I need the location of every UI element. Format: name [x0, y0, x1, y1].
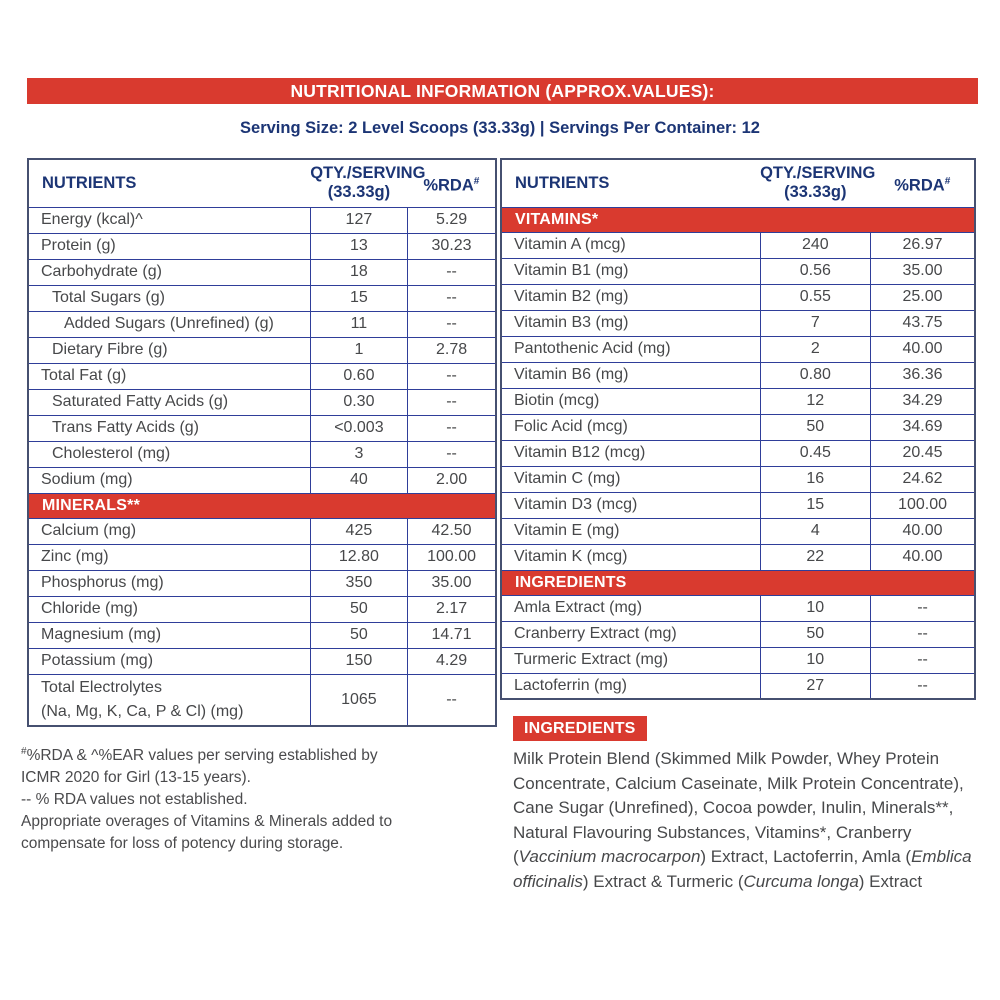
nutrient-name-cell: Vitamin K (mcg)	[501, 544, 760, 570]
table-row	[501, 440, 975, 466]
nutrient-name-cell: Total Electrolytes (Na, Mg, K, Ca, P & Cl) (mg)	[28, 674, 310, 726]
rda-cell: 100.00	[871, 492, 975, 518]
table-row	[501, 492, 975, 518]
qty-cell: 16	[760, 466, 870, 492]
rda-cell: --	[408, 285, 496, 311]
table-row	[501, 621, 975, 647]
table-row	[501, 595, 975, 621]
qty-cell: 7	[760, 310, 870, 336]
table-row	[28, 544, 496, 570]
rda-cell: 14.71	[408, 622, 496, 648]
rda-cell: --	[871, 595, 975, 621]
qty-cell: 425	[310, 518, 407, 544]
table-row	[28, 441, 496, 467]
qty-cell: 3	[310, 441, 407, 467]
ingredient-latin-name: Emblica officinalis	[513, 847, 972, 891]
qty-cell: 4	[760, 518, 870, 544]
nutrient-name-cell: Potassium (mg)	[28, 648, 310, 674]
nutrient-name-cell: Calcium (mg)	[28, 518, 310, 544]
ingredient-text: Milk Protein Blend (Skimmed Milk Powder, Whey Protein Concentrate, Calcium Caseinate, Milk Protein Concentrate), Cane Sugar (Unrefined), Cocoa powder, Inulin, Minerals**, Natural Flavouring Substances, Vitamins*, Cranberry (	[513, 749, 964, 866]
table-row	[501, 310, 975, 336]
nutrient-name-cell: Folic Acid (mcg)	[501, 414, 760, 440]
rda-cell: 34.29	[871, 388, 975, 414]
rda-cell: 40.00	[871, 544, 975, 570]
nutrients-header: NUTRIENTS	[501, 159, 760, 207]
left-table	[27, 158, 497, 727]
nutrient-name-cell: Trans Fatty Acids (g)	[28, 415, 310, 441]
nutrient-name-cell: Total Fat (g)	[28, 363, 310, 389]
ingredient-text: ) Extract & Turmeric (	[582, 871, 744, 891]
qty-cell: <0.003	[310, 415, 407, 441]
nutrient-name-cell: Dietary Fibre (g)	[28, 337, 310, 363]
qty-cell: 50	[310, 596, 407, 622]
rda-cell: --	[871, 647, 975, 673]
table-row	[28, 674, 496, 726]
rda-cell: 2.78	[408, 337, 496, 363]
table-row	[28, 518, 496, 544]
rda-cell: 36.36	[871, 362, 975, 388]
qty-cell: 15	[760, 492, 870, 518]
qty-header: QTY./SERVING (33.33g)	[760, 159, 870, 207]
qty-cell: 0.80	[760, 362, 870, 388]
qty-cell: 0.45	[760, 440, 870, 466]
rda-cell: --	[871, 621, 975, 647]
title-banner	[27, 78, 978, 104]
rda-cell: --	[871, 673, 975, 699]
rda-cell: 30.23	[408, 233, 496, 259]
qty-cell: 1065	[310, 674, 407, 726]
rda-cell: 20.45	[871, 440, 975, 466]
qty-cell: 2	[760, 336, 870, 362]
rda-cell: --	[408, 415, 496, 441]
table-row	[28, 389, 496, 415]
footnotes	[21, 741, 483, 855]
nutrient-name-cell: Lactoferrin (mg)	[501, 673, 760, 699]
nutrient-name-cell: Total Sugars (g)	[28, 285, 310, 311]
table-row	[501, 466, 975, 492]
rda-cell: --	[408, 259, 496, 285]
header-row	[501, 159, 975, 207]
nutrient-name-cell: Vitamin E (mg)	[501, 518, 760, 544]
nutrient-name-cell: Pantothenic Acid (mg)	[501, 336, 760, 362]
qty-cell: 13	[310, 233, 407, 259]
qty-cell: 10	[760, 647, 870, 673]
nutrient-name-cell: Vitamin B1 (mg)	[501, 258, 760, 284]
rda-cell: 100.00	[408, 544, 496, 570]
nutrient-name-cell: Cholesterol (mg)	[28, 441, 310, 467]
qty-cell: 22	[760, 544, 870, 570]
qty-cell: 50	[310, 622, 407, 648]
qty-cell: 0.55	[760, 284, 870, 310]
rda-cell: 2.00	[408, 467, 496, 493]
nutrient-name-cell: Energy (kcal)^	[28, 207, 310, 233]
rda-header: %RDA#	[408, 159, 496, 207]
table-row	[501, 647, 975, 673]
table-row	[501, 362, 975, 388]
table-row	[28, 415, 496, 441]
section-banner: INGREDIENTS	[501, 570, 975, 595]
table-row	[28, 285, 496, 311]
section-banner: MINERALS**	[28, 493, 496, 518]
nutrient-name-cell: Vitamin A (mcg)	[501, 232, 760, 258]
table-row	[501, 388, 975, 414]
nutrient-name-cell: Vitamin B12 (mcg)	[501, 440, 760, 466]
footnote-line: -- % RDA values not established.	[21, 791, 248, 809]
rda-cell: --	[408, 363, 496, 389]
nutrient-name-cell: Biotin (mcg)	[501, 388, 760, 414]
footnote-line: ICMR 2020 for Girl (13-15 years).	[21, 769, 251, 787]
nutrient-name-cell: Turmeric Extract (mg)	[501, 647, 760, 673]
nutrient-name-cell: Vitamin D3 (mcg)	[501, 492, 760, 518]
qty-cell: 50	[760, 414, 870, 440]
rda-cell: 4.29	[408, 648, 496, 674]
serving-info: Serving Size: 2 Level Scoops (33.33g) | Servings Per Container: 12	[240, 119, 760, 137]
nutrient-name-cell: Carbohydrate (g)	[28, 259, 310, 285]
footnote-line: #%RDA & ^%EAR values per serving established by	[21, 746, 378, 765]
section-row	[28, 493, 496, 518]
table-row	[28, 259, 496, 285]
nutrient-name-cell: Cranberry Extract (mg)	[501, 621, 760, 647]
table-row	[501, 414, 975, 440]
table-row	[28, 467, 496, 493]
rda-cell: 35.00	[408, 570, 496, 596]
table-row	[28, 570, 496, 596]
ingredient-latin-name: Vaccinium macrocarpon	[518, 847, 701, 866]
table-row	[28, 363, 496, 389]
table-row	[28, 622, 496, 648]
nutrition-tables	[27, 158, 976, 727]
rda-cell: 2.17	[408, 596, 496, 622]
nutrient-name-cell: Magnesium (mg)	[28, 622, 310, 648]
footnote-line: Appropriate overages of Vitamins & Minerals added to	[21, 813, 393, 831]
nutrients-header: NUTRIENTS	[28, 159, 310, 207]
ingredients-text	[513, 747, 978, 894]
table-row	[501, 518, 975, 544]
table-row	[28, 233, 496, 259]
nutrient-name-cell: Chloride (mg)	[28, 596, 310, 622]
qty-cell: 150	[310, 648, 407, 674]
nutrient-name-cell: Sodium (mg)	[28, 467, 310, 493]
rda-cell: 34.69	[871, 414, 975, 440]
qty-cell: 0.60	[310, 363, 407, 389]
header-row	[28, 159, 496, 207]
table-row	[501, 673, 975, 699]
rda-cell: --	[408, 389, 496, 415]
qty-cell: 127	[310, 207, 407, 233]
ingredient-text: ) Extract, Lactoferrin, Amla (	[700, 847, 912, 866]
qty-cell: 10	[760, 595, 870, 621]
qty-cell: 0.30	[310, 389, 407, 415]
qty-cell: 0.56	[760, 258, 870, 284]
qty-cell: 12.80	[310, 544, 407, 570]
rda-cell: 24.62	[871, 466, 975, 492]
nutrient-name-cell: Vitamin B2 (mg)	[501, 284, 760, 310]
table-row	[28, 596, 496, 622]
rda-cell: 35.00	[871, 258, 975, 284]
table-row	[28, 648, 496, 674]
rda-cell: 42.50	[408, 518, 496, 544]
qty-cell: 40	[310, 467, 407, 493]
ingredients-badge-label: INGREDIENTS	[524, 719, 636, 737]
section-banner: VITAMINS*	[501, 207, 975, 232]
qty-cell: 27	[760, 673, 870, 699]
nutrient-name-cell: Phosphorus (mg)	[28, 570, 310, 596]
rda-cell: --	[408, 441, 496, 467]
rda-cell: 43.75	[871, 310, 975, 336]
table-row	[28, 337, 496, 363]
nutrient-name-cell: Vitamin C (mg)	[501, 466, 760, 492]
table-row	[501, 258, 975, 284]
qty-cell: 240	[760, 232, 870, 258]
ingredients-badge	[513, 716, 647, 741]
table-row	[501, 232, 975, 258]
ingredient-text: ) Extract	[858, 871, 923, 891]
qty-cell: 15	[310, 285, 407, 311]
rda-cell: --	[408, 311, 496, 337]
nutrient-name-cell: Vitamin B3 (mg)	[501, 310, 760, 336]
nutrient-name-cell: Vitamin B6 (mg)	[501, 362, 760, 388]
table-row	[501, 544, 975, 570]
qty-cell: 50	[760, 621, 870, 647]
qty-cell: 18	[310, 259, 407, 285]
rda-cell: 40.00	[871, 336, 975, 362]
section-row	[501, 570, 975, 595]
nutrient-name-cell: Protein (g)	[28, 233, 310, 259]
table-row	[28, 207, 496, 233]
page-title: NUTRITIONAL INFORMATION (APPROX.VALUES):	[290, 80, 715, 101]
qty-cell: 12	[760, 388, 870, 414]
qty-cell: 1	[310, 337, 407, 363]
rda-header: %RDA#	[871, 159, 975, 207]
ingredient-latin-name: Curcuma longa	[743, 871, 859, 891]
table-row	[28, 311, 496, 337]
table-row	[501, 336, 975, 362]
qty-header: QTY./SERVING (33.33g)	[310, 159, 407, 207]
rda-cell: 5.29	[408, 207, 496, 233]
section-row	[501, 207, 975, 232]
nutrient-name-cell: Added Sugars (Unrefined) (g)	[28, 311, 310, 337]
footnote-line: compensate for loss of potency during storage.	[21, 835, 344, 853]
nutrient-name-cell: Zinc (mg)	[28, 544, 310, 570]
rda-cell: 26.97	[871, 232, 975, 258]
rda-cell: --	[408, 674, 496, 726]
nutrient-name-cell: Amla Extract (mg)	[501, 595, 760, 621]
rda-cell: 40.00	[871, 518, 975, 544]
nutrient-name-cell: Saturated Fatty Acids (g)	[28, 389, 310, 415]
qty-cell: 11	[310, 311, 407, 337]
table-row	[501, 284, 975, 310]
qty-cell: 350	[310, 570, 407, 596]
right-table	[500, 158, 976, 700]
rda-cell: 25.00	[871, 284, 975, 310]
